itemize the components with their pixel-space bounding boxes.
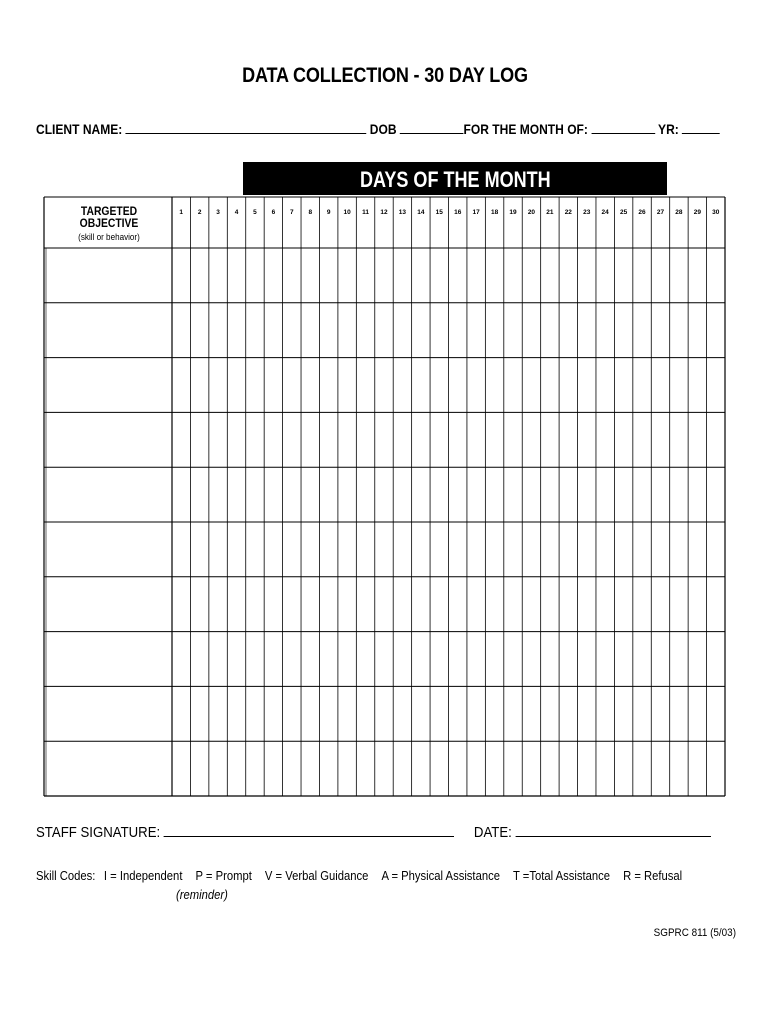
day-number-5: 5 bbox=[253, 209, 257, 216]
staff-signature-label: STAFF SIGNATURE: bbox=[36, 824, 161, 841]
day-number-22: 22 bbox=[564, 209, 572, 216]
day-number-20: 20 bbox=[527, 209, 536, 216]
day-number-18: 18 bbox=[490, 209, 499, 216]
day-number-3: 3 bbox=[216, 209, 220, 216]
date-field[interactable] bbox=[515, 822, 710, 837]
day-number-7: 7 bbox=[290, 209, 294, 216]
objective-cell[interactable] bbox=[47, 634, 170, 685]
days-of-month-label: DAYS OF THE MONTH bbox=[359, 167, 551, 192]
objective-cell[interactable] bbox=[47, 579, 170, 630]
day-number-2: 2 bbox=[197, 209, 202, 216]
day-number-23: 23 bbox=[583, 209, 591, 216]
objective-cell[interactable] bbox=[47, 469, 170, 520]
objective-cell[interactable] bbox=[47, 360, 170, 411]
objective-cell[interactable] bbox=[47, 688, 170, 739]
day-number-25: 25 bbox=[619, 209, 628, 216]
day-number-16: 16 bbox=[454, 209, 462, 216]
dob-label: DOB bbox=[369, 121, 397, 137]
skill-codes-label: Skill Codes: bbox=[36, 869, 96, 883]
skill-code-verbal-guidance: V = Verbal Guidance bbox=[264, 869, 369, 883]
objective-cell[interactable] bbox=[47, 414, 170, 465]
day-number-15: 15 bbox=[435, 209, 443, 216]
date-label: DATE: bbox=[473, 824, 512, 841]
client-name-label: CLIENT NAME: bbox=[36, 121, 123, 137]
day-number-4: 4 bbox=[234, 209, 239, 216]
day-number-11: 11 bbox=[362, 209, 369, 216]
page-title: DATA COLLECTION - 30 DAY LOG bbox=[242, 64, 528, 87]
year-label: YR: bbox=[658, 121, 679, 137]
day-number-29: 29 bbox=[693, 209, 701, 216]
signature-line bbox=[36, 822, 711, 841]
skill-code-total-assistance: T =Total Assistance bbox=[513, 869, 611, 883]
month-label: FOR THE MONTH OF: bbox=[463, 121, 588, 137]
objective-cell[interactable] bbox=[47, 250, 170, 301]
day-number-19: 19 bbox=[509, 209, 517, 216]
skill-code-independent: I = Independent bbox=[103, 869, 183, 883]
form-id: SGPRC 811 (5/03) bbox=[653, 927, 736, 939]
day-number-13: 13 bbox=[398, 209, 407, 216]
objective-cell[interactable] bbox=[47, 743, 170, 794]
skill-code-physical-assistance: A = Physical Assistance bbox=[381, 869, 500, 883]
day-number-8: 8 bbox=[308, 209, 313, 216]
prompt-reminder-note: (reminder) bbox=[176, 888, 228, 902]
skill-codes-legend bbox=[36, 869, 692, 883]
skill-code-refusal: R = Refusal bbox=[623, 869, 683, 883]
staff-signature-field[interactable] bbox=[164, 822, 454, 837]
day-number-26: 26 bbox=[638, 209, 646, 216]
day-number-1: 1 bbox=[179, 209, 184, 216]
day-number-14: 14 bbox=[417, 209, 425, 216]
day-number-12: 12 bbox=[380, 209, 388, 216]
day-number-6: 6 bbox=[271, 209, 276, 216]
objective-cell[interactable] bbox=[47, 305, 170, 356]
objective-header-sublabel: (skill or behavior) bbox=[78, 232, 140, 242]
objective-header-label: TARGETED OBJECTIVE bbox=[79, 206, 139, 230]
day-number-27: 27 bbox=[656, 209, 665, 216]
day-number-24: 24 bbox=[601, 209, 609, 216]
day-number-30: 30 bbox=[712, 209, 720, 216]
day-number-21: 21 bbox=[546, 209, 554, 216]
day-number-9: 9 bbox=[326, 209, 331, 216]
objective-cell[interactable] bbox=[47, 524, 170, 575]
day-number-17: 17 bbox=[472, 209, 480, 216]
day-number-28: 28 bbox=[675, 209, 683, 216]
objective-header bbox=[46, 206, 172, 242]
skill-code-prompt: P = Prompt bbox=[195, 869, 252, 883]
day-number-10: 10 bbox=[343, 209, 351, 216]
